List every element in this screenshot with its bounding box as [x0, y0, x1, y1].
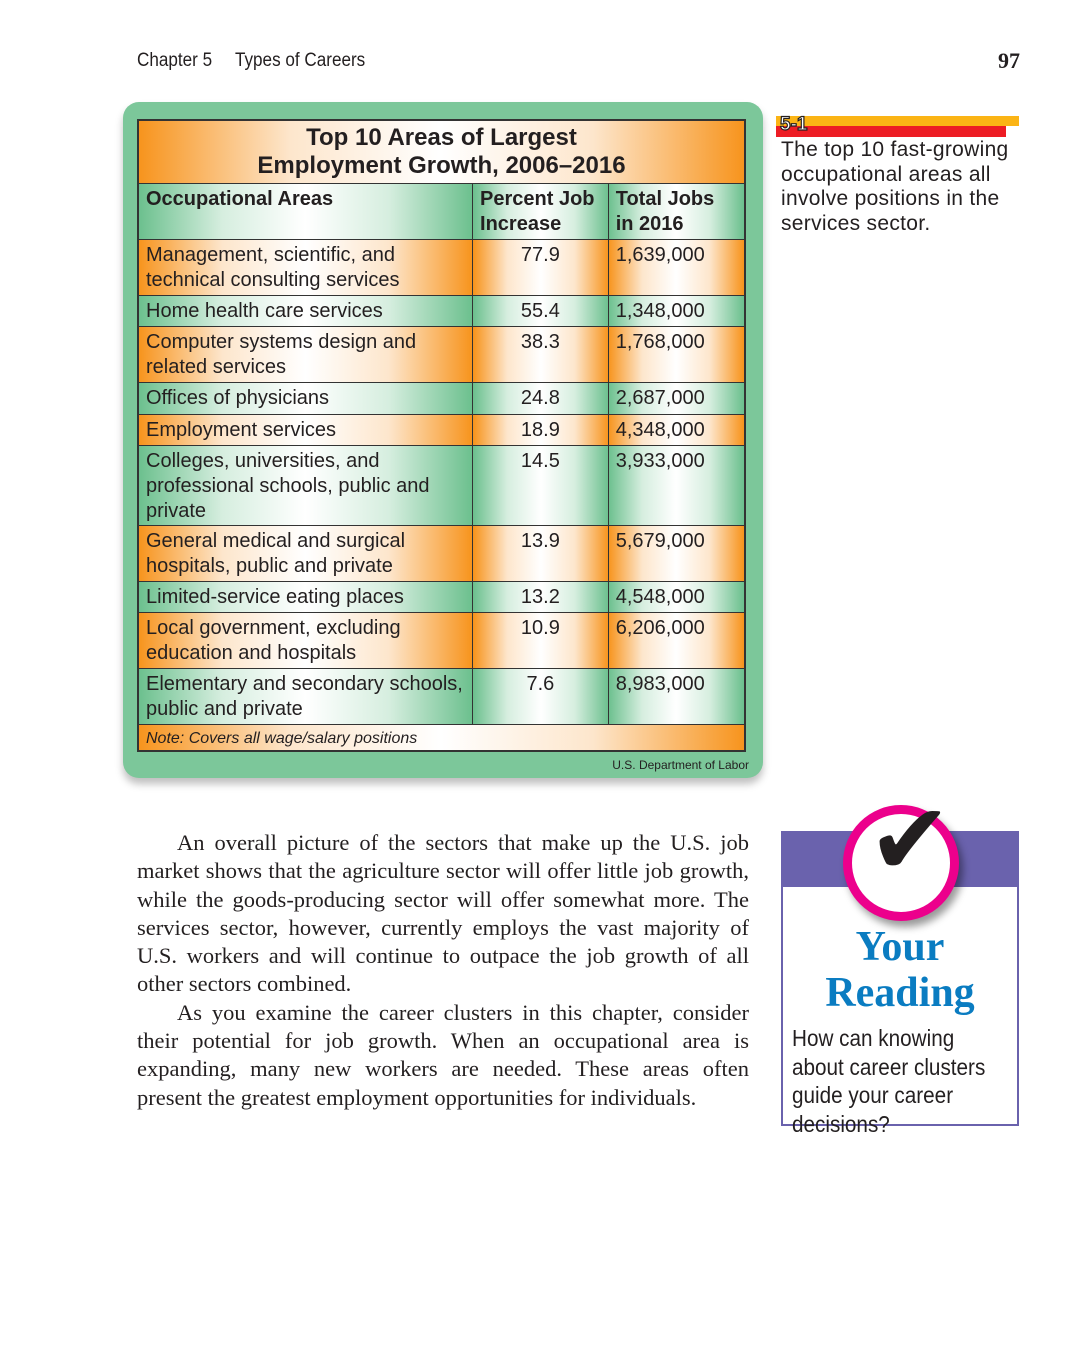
your-reading-question: How can knowing about career clusters guide your career decisions?	[792, 1025, 986, 1137]
total-jobs-cell: 4,348,000	[608, 415, 745, 446]
chapter-title: Types of Careers	[235, 50, 366, 71]
employment-growth-table	[137, 119, 746, 752]
area-cell: Management, scientific, and technical consulting services	[138, 240, 473, 296]
column-header: Occupational Areas	[138, 184, 473, 240]
total-jobs-cell: 1,768,000	[608, 327, 745, 383]
table-row	[138, 383, 745, 415]
chapter-label: Chapter 5	[137, 50, 213, 71]
percent-cell: 13.2	[473, 582, 609, 613]
area-cell: General medical and surgical hospitals, public and private	[138, 526, 473, 582]
area-cell: Colleges, universities, and professional schools, public and private	[138, 446, 473, 526]
caption-bar	[776, 126, 1006, 137]
area-cell: Offices of physicians	[138, 383, 473, 415]
table-row	[138, 415, 745, 446]
table-row	[138, 296, 745, 327]
table-row	[138, 240, 745, 296]
percent-cell: 10.9	[473, 613, 609, 669]
total-jobs-cell: 6,206,000	[608, 613, 745, 669]
table-source: U.S. Department of Labor	[612, 758, 749, 772]
table-row	[138, 669, 745, 725]
checkmark-icon: ✔	[868, 781, 952, 898]
percent-cell: 7.6	[473, 669, 609, 725]
total-jobs-cell: 1,639,000	[608, 240, 745, 296]
total-jobs-cell: 5,679,000	[608, 526, 745, 582]
percent-cell: 38.3	[473, 327, 609, 383]
area-cell: Limited-service eating places	[138, 582, 473, 613]
percent-cell: 14.5	[473, 446, 609, 526]
total-jobs-cell: 8,983,000	[608, 669, 745, 725]
percent-cell: 18.9	[473, 415, 609, 446]
caption-bar	[776, 116, 1019, 126]
total-jobs-cell: 4,548,000	[608, 582, 745, 613]
table-row	[138, 327, 745, 383]
column-header: Percent Job Increase	[473, 184, 609, 240]
column-header: Total Jobs in 2016	[608, 184, 745, 240]
page-number: 97	[998, 48, 1020, 73]
area-cell: Elementary and secondary schools, public and private	[138, 669, 473, 725]
paragraph: As you examine the career clusters in this chapter, consider their potential for job growth. When an occupational area is expanding, many new workers are needed. These areas often present the greatest employment opportunities for individuals.	[137, 999, 749, 1110]
table-row	[138, 526, 745, 582]
area-cell: Home health care services	[138, 296, 473, 327]
area-cell: Local government, excluding education and hospitals	[138, 613, 473, 669]
area-cell: Employment services	[138, 415, 473, 446]
table-note: Note: Covers all wage/salary positions	[138, 725, 745, 752]
caption-number: 5-1	[780, 114, 808, 135]
percent-cell: 24.8	[473, 383, 609, 415]
percent-cell: 13.9	[473, 526, 609, 582]
your-reading-title: Your Reading	[825, 924, 975, 1016]
caption-text: The top 10 fast-growing occupational areas all involve positions in the services sector.	[781, 138, 1009, 235]
total-jobs-cell: 3,933,000	[608, 446, 745, 526]
body-text	[137, 829, 749, 1112]
percent-cell: 77.9	[473, 240, 609, 296]
table-row	[138, 613, 745, 669]
table-title: Top 10 Areas of Largest Employment Growth, 2006–2016	[138, 120, 745, 184]
total-jobs-cell: 1,348,000	[608, 296, 745, 327]
paragraph: An overall picture of the sectors that make up the U.S. job market shows that the agriculture sector will offer little job growth, while the goods-producing sector will offer somewhat more. The services sector, however, currently employs the vast majority of U.S. workers and will continue to outpace the job growth of all other sectors combined.	[137, 830, 749, 997]
area-cell: Computer systems design and related services	[138, 327, 473, 383]
table-row	[138, 582, 745, 613]
table-row	[138, 446, 745, 526]
total-jobs-cell: 2,687,000	[608, 383, 745, 415]
percent-cell: 55.4	[473, 296, 609, 327]
